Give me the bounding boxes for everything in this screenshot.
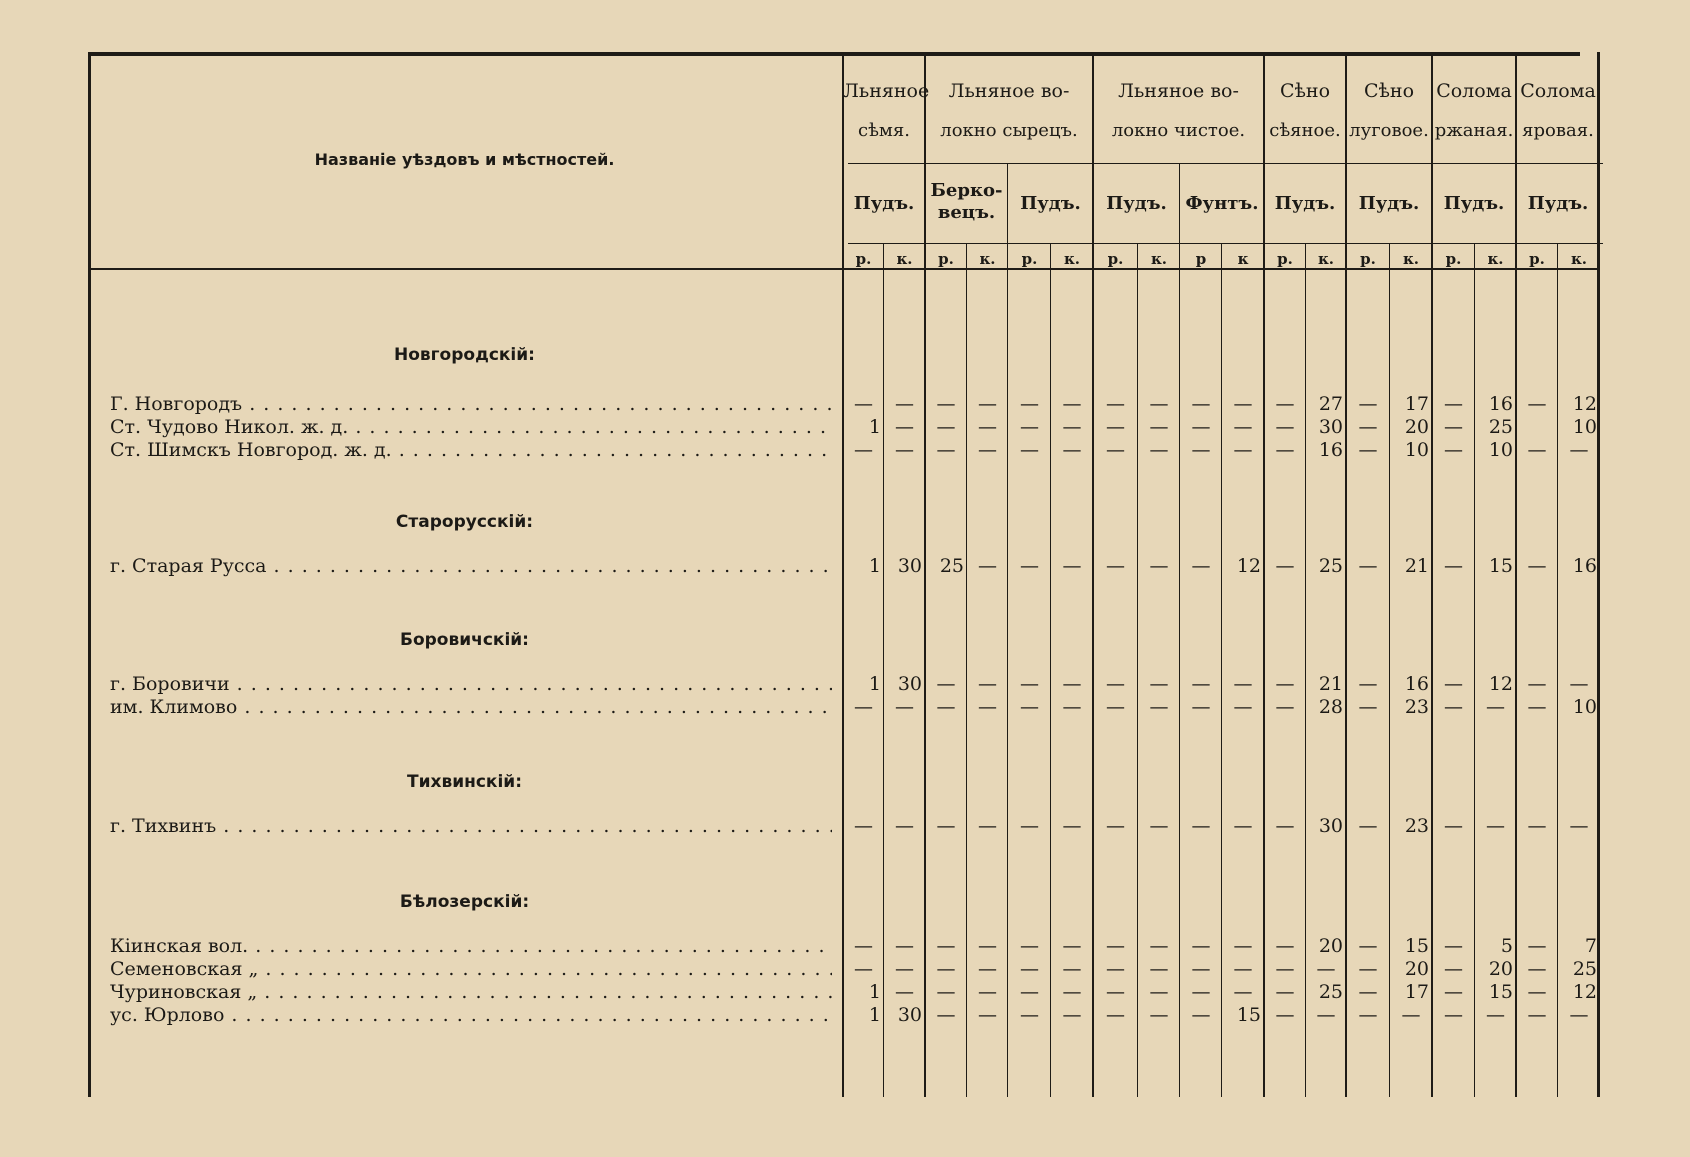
price-cell: — bbox=[1569, 1004, 1589, 1026]
district-heading: Тихвинскій: bbox=[406, 772, 523, 792]
price-cell: — bbox=[1316, 1004, 1336, 1026]
price-cell: — bbox=[1275, 696, 1295, 718]
price-cell: — bbox=[978, 815, 997, 837]
price-cell: 16 bbox=[1488, 393, 1513, 415]
price-cell: — bbox=[1191, 696, 1211, 718]
price-cell: — bbox=[895, 981, 914, 1003]
price-cell: — bbox=[1149, 1004, 1169, 1026]
price-cell: — bbox=[1358, 673, 1378, 695]
price-cell: — bbox=[854, 696, 873, 718]
price-cell: — bbox=[1275, 673, 1295, 695]
unit-header: Пудъ. bbox=[1527, 193, 1589, 214]
price-cell: — bbox=[895, 935, 914, 957]
price-cell: — bbox=[1527, 555, 1547, 577]
top-rule bbox=[90, 52, 1580, 56]
price-cell: — bbox=[1444, 416, 1463, 438]
price-cell: — bbox=[936, 696, 956, 718]
rubles-label: р. bbox=[1445, 250, 1462, 268]
price-cell: — bbox=[1020, 981, 1039, 1003]
price-cell: — bbox=[1527, 958, 1547, 980]
price-cell: 21 bbox=[1318, 673, 1343, 695]
price-cell: — bbox=[1486, 1004, 1505, 1026]
price-cell: — bbox=[1020, 416, 1039, 438]
column-header-line1: Солома bbox=[1436, 80, 1512, 102]
price-cell: — bbox=[1527, 981, 1547, 1003]
price-cell: — bbox=[1444, 555, 1463, 577]
price-cell: — bbox=[978, 439, 997, 461]
price-cell: 30 bbox=[1318, 416, 1343, 438]
price-cell: — bbox=[978, 958, 997, 980]
kopecks-label: к bbox=[1237, 250, 1249, 268]
unit-header: Пудъ. bbox=[1358, 193, 1420, 214]
price-cell: — bbox=[1358, 958, 1378, 980]
price-cell: — bbox=[1275, 439, 1295, 461]
price-cell: 25 bbox=[1318, 555, 1343, 577]
price-cell: — bbox=[1401, 1004, 1421, 1026]
price-cell: — bbox=[854, 393, 873, 415]
price-cell: — bbox=[1062, 815, 1082, 837]
column-group-header bbox=[1432, 80, 1516, 141]
price-cell: 17 bbox=[1404, 981, 1429, 1003]
price-cell: 10 bbox=[1488, 439, 1513, 461]
price-cell: — bbox=[1569, 815, 1589, 837]
price-cell: 12 bbox=[1572, 393, 1597, 415]
price-cell: — bbox=[978, 696, 997, 718]
price-cell: — bbox=[1020, 673, 1039, 695]
price-cell: 17 bbox=[1404, 393, 1429, 415]
price-cell: — bbox=[895, 815, 914, 837]
locality-name: Г. Новгородъ . . . bbox=[110, 393, 832, 415]
kopecks-label: к. bbox=[1402, 250, 1420, 268]
price-cell: 25 bbox=[939, 555, 964, 577]
kopecks-label: к. bbox=[1317, 250, 1335, 268]
district-heading: Боровичскій: bbox=[400, 630, 529, 650]
column-group-header bbox=[1264, 80, 1346, 141]
price-cell: — bbox=[1020, 1004, 1039, 1026]
price-cell: 30 bbox=[897, 555, 922, 577]
price-cell: — bbox=[1191, 673, 1211, 695]
price-cell: — bbox=[936, 958, 956, 980]
rubles-label: р. bbox=[1021, 250, 1038, 268]
price-cell: — bbox=[1233, 981, 1253, 1003]
price-cell: — bbox=[1149, 439, 1169, 461]
kopecks-label: к. bbox=[1063, 250, 1081, 268]
district-heading: Бѣлозерскій: bbox=[399, 892, 530, 912]
unit-rk-rule bbox=[848, 243, 1603, 244]
price-cell: — bbox=[1444, 673, 1463, 695]
price-cell: — bbox=[854, 815, 873, 837]
price-cell: — bbox=[1444, 696, 1463, 718]
price-cell: 10 bbox=[1572, 696, 1597, 718]
price-cell: — bbox=[1106, 935, 1125, 957]
header-bottom-rule bbox=[90, 268, 1600, 270]
price-cell: 25 bbox=[1488, 416, 1513, 438]
locality-name: г. Боровичи . . . bbox=[110, 673, 832, 695]
column-group-header bbox=[1516, 80, 1600, 141]
price-cell: — bbox=[1358, 555, 1378, 577]
price-cell: 10 bbox=[1572, 416, 1597, 438]
price-cell: 12 bbox=[1488, 673, 1513, 695]
column-header-line1: Льняное bbox=[843, 80, 930, 102]
rubles-label: р. bbox=[855, 250, 872, 268]
column-header-line2: ржаная. bbox=[1434, 120, 1514, 141]
unit-header: Фунтъ. bbox=[1185, 193, 1259, 214]
price-cell: — bbox=[1020, 439, 1039, 461]
price-cell: 20 bbox=[1404, 416, 1429, 438]
left-border-line bbox=[88, 52, 91, 1097]
price-cell: — bbox=[1233, 815, 1253, 837]
column-header-line1: Льняное во- bbox=[1118, 80, 1239, 102]
price-cell: — bbox=[1149, 673, 1169, 695]
column-header-line2: сѣяное. bbox=[1269, 120, 1341, 141]
price-cell: 7 bbox=[1584, 935, 1597, 957]
price-cell: — bbox=[1106, 673, 1125, 695]
price-cell: — bbox=[1275, 393, 1295, 415]
price-cell: — bbox=[1444, 981, 1463, 1003]
price-cell: — bbox=[1527, 815, 1547, 837]
price-cell: — bbox=[895, 416, 914, 438]
price-cell: — bbox=[1062, 673, 1082, 695]
district-heading: Новгородскій: bbox=[394, 345, 535, 365]
rubles-label: р. bbox=[938, 250, 954, 268]
price-cell: — bbox=[1106, 815, 1125, 837]
column-header-line2: луговое. bbox=[1349, 120, 1429, 141]
price-cell: — bbox=[1275, 1004, 1295, 1026]
price-cell: — bbox=[1486, 696, 1505, 718]
rubles-label: р. bbox=[1277, 250, 1293, 268]
price-cell: — bbox=[1444, 958, 1463, 980]
price-cell: — bbox=[1275, 958, 1295, 980]
price-cell: 16 bbox=[1318, 439, 1343, 461]
price-cell: 23 bbox=[1404, 815, 1429, 837]
price-cell: 21 bbox=[1404, 555, 1429, 577]
locality-name: Кіинская вол. . . . bbox=[110, 935, 832, 957]
price-cell: — bbox=[1569, 439, 1589, 461]
price-cell: — bbox=[936, 935, 956, 957]
price-cell: 15 bbox=[1236, 1004, 1261, 1026]
district-heading: Старорусскій: bbox=[395, 512, 534, 532]
price-cell: — bbox=[1149, 696, 1169, 718]
rubles-label: р bbox=[1195, 250, 1207, 268]
price-cell: — bbox=[1191, 393, 1211, 415]
price-cell: — bbox=[1106, 439, 1125, 461]
price-cell: — bbox=[1527, 1004, 1547, 1026]
group-unit-rule bbox=[848, 163, 1603, 164]
price-cell: — bbox=[1358, 416, 1378, 438]
price-cell: 15 bbox=[1488, 981, 1513, 1003]
kopecks-label: к. bbox=[1150, 250, 1168, 268]
price-cell: — bbox=[1275, 815, 1295, 837]
column-header-line2: сѣмя. bbox=[857, 120, 910, 141]
price-cell: — bbox=[1233, 393, 1253, 415]
locality-name: Ст. Шимскъ Новгород. ж. д. . . . bbox=[110, 439, 832, 461]
price-cell: — bbox=[1149, 416, 1169, 438]
column-header-line1: Сѣно bbox=[1279, 80, 1331, 102]
price-cell: — bbox=[1149, 981, 1169, 1003]
price-cell: 30 bbox=[897, 673, 922, 695]
column-group-header bbox=[1346, 80, 1432, 141]
price-cell: — bbox=[1149, 393, 1169, 415]
locality-name: Семеновская „ . . . bbox=[110, 958, 832, 980]
locality-name: им. Климово . . . bbox=[110, 696, 832, 718]
price-cell: 1 bbox=[868, 555, 881, 577]
unit-header: Пудъ. bbox=[1443, 193, 1505, 214]
kopecks-label: к. bbox=[979, 250, 996, 268]
price-cell: — bbox=[936, 981, 956, 1003]
name-column-header: Названіе уѣздовъ и мѣстностей. bbox=[314, 150, 615, 169]
price-cell: — bbox=[936, 1004, 956, 1026]
column-header-line1: Сѣно bbox=[1363, 80, 1415, 102]
price-cell: — bbox=[1149, 935, 1169, 957]
price-cell: — bbox=[1020, 958, 1039, 980]
price-cell: — bbox=[1358, 696, 1378, 718]
price-cell: 1 bbox=[868, 1004, 881, 1026]
price-cell: — bbox=[978, 416, 997, 438]
price-cell: — bbox=[1191, 935, 1211, 957]
price-cell: — bbox=[1275, 981, 1295, 1003]
price-cell: — bbox=[1062, 696, 1082, 718]
price-cell: — bbox=[1233, 696, 1253, 718]
price-cell: — bbox=[1233, 935, 1253, 957]
unit-header: Пудъ. bbox=[1020, 193, 1081, 214]
price-cell: — bbox=[1233, 958, 1253, 980]
price-cell: — bbox=[1275, 935, 1295, 957]
price-cell: 25 bbox=[1318, 981, 1343, 1003]
price-cell: — bbox=[936, 393, 956, 415]
price-cell: 30 bbox=[897, 1004, 922, 1026]
kopecks-label: к. bbox=[896, 250, 913, 268]
price-cell: — bbox=[854, 958, 873, 980]
price-cell: 20 bbox=[1404, 958, 1429, 980]
price-cell: — bbox=[1106, 416, 1125, 438]
price-cell: — bbox=[1020, 696, 1039, 718]
price-cell: — bbox=[1191, 1004, 1211, 1026]
price-cell: — bbox=[854, 935, 873, 957]
price-cell: — bbox=[1358, 1004, 1378, 1026]
price-cell: — bbox=[1149, 958, 1169, 980]
price-cell: 23 bbox=[1404, 696, 1429, 718]
column-header-line2: яровая. bbox=[1522, 120, 1594, 141]
locality-name: Ст. Чудово Никол. ж. д. . . . bbox=[110, 416, 832, 438]
kopecks-label: к. bbox=[1487, 250, 1504, 268]
price-cell: — bbox=[1358, 439, 1378, 461]
price-cell: — bbox=[895, 439, 914, 461]
locality-name: г. Тихвинъ . . . bbox=[110, 815, 832, 837]
price-cell: — bbox=[1527, 673, 1547, 695]
price-cell: — bbox=[1275, 555, 1295, 577]
price-cell: — bbox=[1106, 1004, 1125, 1026]
price-cell: — bbox=[854, 439, 873, 461]
price-cell: 16 bbox=[1404, 673, 1429, 695]
price-cell: — bbox=[1191, 439, 1211, 461]
price-cell: — bbox=[978, 1004, 997, 1026]
unit-header: Пудъ. bbox=[1106, 193, 1167, 214]
price-cell: — bbox=[1062, 1004, 1082, 1026]
rubles-label: р. bbox=[1360, 250, 1376, 268]
price-cell: — bbox=[1191, 958, 1211, 980]
price-cell: — bbox=[978, 673, 997, 695]
price-cell: — bbox=[1444, 1004, 1463, 1026]
price-cell: — bbox=[1527, 935, 1547, 957]
price-cell: — bbox=[1149, 815, 1169, 837]
price-cell: — bbox=[1062, 439, 1082, 461]
price-cell: — bbox=[1358, 393, 1378, 415]
price-cell: — bbox=[936, 439, 956, 461]
price-cell: — bbox=[1106, 696, 1125, 718]
price-cell: — bbox=[1527, 393, 1547, 415]
kopecks-label: к. bbox=[1570, 250, 1588, 268]
price-cell: 12 bbox=[1572, 981, 1597, 1003]
price-cell: — bbox=[1233, 673, 1253, 695]
price-cell: — bbox=[1527, 439, 1547, 461]
price-cell: 1 bbox=[868, 673, 881, 695]
price-cell: 10 bbox=[1404, 439, 1429, 461]
price-cell: — bbox=[978, 555, 997, 577]
price-cell: — bbox=[936, 815, 956, 837]
column-header-line2: локно чистое. bbox=[1111, 120, 1246, 141]
price-cell: — bbox=[1275, 416, 1295, 438]
price-cell: 28 bbox=[1318, 696, 1343, 718]
price-cell: — bbox=[1020, 393, 1039, 415]
price-cell: — bbox=[1444, 935, 1463, 957]
price-cell: — bbox=[1062, 555, 1082, 577]
price-cell: — bbox=[1527, 696, 1547, 718]
price-cell: — bbox=[1444, 439, 1463, 461]
price-cell: — bbox=[895, 696, 914, 718]
price-cell: — bbox=[1191, 815, 1211, 837]
price-cell: 15 bbox=[1488, 555, 1513, 577]
price-cell: — bbox=[1191, 981, 1211, 1003]
price-cell: — bbox=[1106, 981, 1125, 1003]
price-cell: — bbox=[978, 393, 997, 415]
price-cell: 27 bbox=[1318, 393, 1343, 415]
price-cell: — bbox=[1444, 815, 1463, 837]
unit-header: Пудъ. bbox=[1274, 193, 1336, 214]
price-cell: — bbox=[1444, 393, 1463, 415]
price-cell: 1 bbox=[868, 981, 881, 1003]
unit-header: Берко- вецъ. bbox=[930, 180, 1003, 223]
locality-name: г. Старая Русса . . . bbox=[110, 555, 832, 577]
rubles-label: р. bbox=[1529, 250, 1545, 268]
price-cell: — bbox=[1486, 815, 1505, 837]
unit-header: Пудъ. bbox=[853, 193, 915, 214]
price-cell: — bbox=[1020, 935, 1039, 957]
price-cell: 30 bbox=[1318, 815, 1343, 837]
price-cell: — bbox=[978, 935, 997, 957]
price-cell: — bbox=[1316, 958, 1336, 980]
column-group-header bbox=[843, 80, 930, 141]
column-group-header bbox=[1093, 80, 1264, 141]
rubles-label: р. bbox=[1107, 250, 1124, 268]
column-group-header bbox=[925, 80, 1093, 141]
price-cell: — bbox=[1062, 935, 1082, 957]
price-cell: — bbox=[936, 673, 956, 695]
price-cell: — bbox=[1233, 416, 1253, 438]
price-cell: 5 bbox=[1500, 935, 1513, 957]
price-cell: 12 bbox=[1236, 555, 1261, 577]
price-cell: — bbox=[936, 416, 956, 438]
column-header-line1: Льняное во- bbox=[948, 80, 1070, 102]
price-cell: 25 bbox=[1572, 958, 1597, 980]
locality-name: Чуриновская „ . . . bbox=[110, 981, 832, 1003]
price-cell: — bbox=[1358, 935, 1378, 957]
price-cell: — bbox=[978, 981, 997, 1003]
column-header-line2: локно сырецъ. bbox=[940, 120, 1078, 141]
price-cell: — bbox=[1106, 958, 1125, 980]
locality-name: ус. Юрлово . . . bbox=[110, 1004, 832, 1026]
price-cell: — bbox=[1233, 439, 1253, 461]
price-cell: 15 bbox=[1404, 935, 1429, 957]
price-cell: 1 bbox=[868, 416, 881, 438]
price-cell: — bbox=[895, 393, 914, 415]
price-cell: — bbox=[1106, 555, 1125, 577]
price-cell: — bbox=[1062, 393, 1082, 415]
price-cell: 16 bbox=[1572, 555, 1597, 577]
price-cell: — bbox=[1191, 416, 1211, 438]
price-cell: — bbox=[895, 958, 914, 980]
column-header-line1: Солома bbox=[1520, 80, 1596, 102]
price-cell: — bbox=[1569, 673, 1589, 695]
price-cell: — bbox=[1149, 555, 1169, 577]
price-cell: — bbox=[1062, 958, 1082, 980]
price-cell: — bbox=[1191, 555, 1211, 577]
price-cell: — bbox=[1062, 981, 1082, 1003]
price-cell: — bbox=[1106, 393, 1125, 415]
price-cell: — bbox=[1358, 815, 1378, 837]
price-cell: 20 bbox=[1318, 935, 1343, 957]
price-cell: — bbox=[1358, 981, 1378, 1003]
price-cell: — bbox=[1062, 416, 1082, 438]
price-cell: — bbox=[1020, 815, 1039, 837]
price-cell: 20 bbox=[1488, 958, 1513, 980]
price-cell: — bbox=[1020, 555, 1039, 577]
